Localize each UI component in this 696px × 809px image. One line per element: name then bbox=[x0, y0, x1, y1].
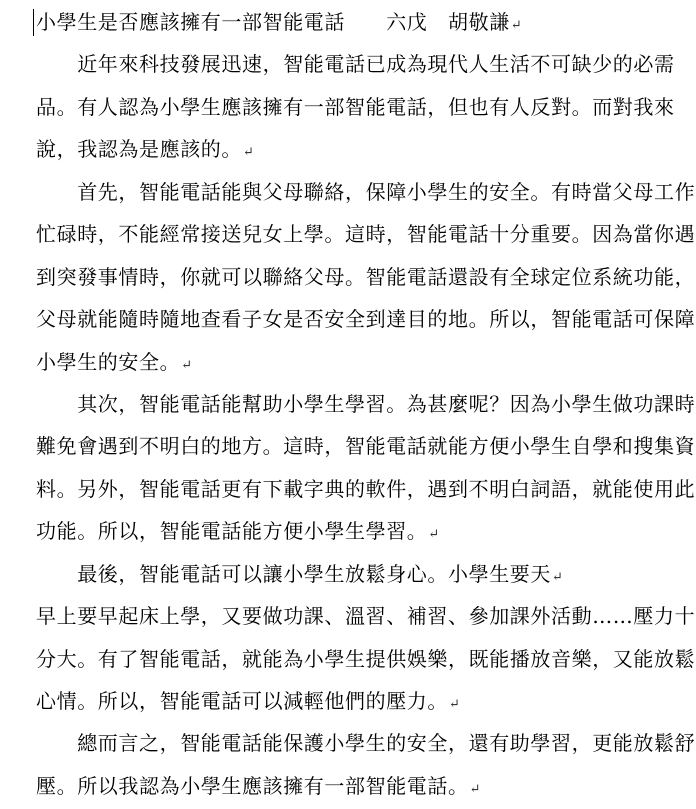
line-text: 品。有人認為小學生應該擁有一部智能電話，但也有人反對。而對我來 bbox=[36, 94, 675, 119]
line-text: 料。另外，智能電話更有下載字典的軟件，遇到不明白詞語，就能使用此 bbox=[36, 476, 696, 501]
line-text: 心情。所以，智能電話可以減輕他們的壓力。 bbox=[36, 689, 448, 713]
paragraph-mark: ↵ bbox=[469, 781, 481, 797]
line-text: 到突發事情時，你就可以聯絡父母。智能電話還設有全球定位系統功能， bbox=[36, 264, 696, 289]
line-text: 早上要早起床上學，又要做功課、溫習、補習、參加課外活動……壓力十 bbox=[36, 604, 696, 629]
text-line[interactable] bbox=[36, 468, 696, 510]
text-line[interactable] bbox=[36, 128, 688, 170]
text-line[interactable] bbox=[36, 680, 688, 722]
text-line[interactable] bbox=[36, 298, 696, 340]
text-line[interactable] bbox=[36, 86, 688, 128]
paragraph-mark: ↵ bbox=[181, 357, 193, 373]
text-cursor bbox=[33, 9, 34, 36]
line-text: 壓。所以我認為小學生應該擁有一部智能電話。 bbox=[36, 773, 469, 798]
line-text: 總而言之，智能電話能保護小學生的安全，還有助學習，更能放鬆舒 bbox=[36, 731, 696, 756]
text-line[interactable] bbox=[36, 510, 688, 552]
line-text: 小學生的安全。 bbox=[36, 349, 181, 374]
paragraph-mark: ↵ bbox=[510, 18, 522, 33]
line-text: 近年來科技發展迅速，智能電話已成為現代人生活不可缺少的必需 bbox=[36, 52, 675, 77]
text-line[interactable] bbox=[36, 722, 696, 764]
text-line[interactable] bbox=[36, 43, 688, 85]
title-text: 小學生是否應該擁有一部智能電話 六戊 胡敬謙 bbox=[36, 10, 510, 34]
line-text: 父母就能隨時隨地查看子女是否安全到達目的地。所以，智能電話可保障 bbox=[36, 307, 696, 332]
text-line[interactable] bbox=[36, 765, 688, 807]
line-text: 難免會遇到不明白的地方。這時，智能電話就能方便小學生自學和搜集資 bbox=[36, 434, 696, 459]
line-text: 首先，智能電話能與父母聯絡，保障小學生的安全。有時當父母工作 bbox=[36, 179, 696, 204]
paragraph-mark: ↵ bbox=[428, 527, 440, 543]
text-line[interactable] bbox=[36, 256, 696, 298]
text-line[interactable] bbox=[36, 383, 696, 425]
text-line[interactable] bbox=[36, 341, 688, 383]
paragraph-mark: ↵ bbox=[449, 697, 460, 712]
line-text: 功能。所以，智能電話能方便小學生學習。 bbox=[36, 519, 428, 544]
line-text: 說，我認為是應該的。 bbox=[36, 137, 242, 162]
paragraph-mark: ↵ bbox=[243, 145, 254, 161]
line-text: 最後，智能電話可以讓小學生放鬆身心。小學生要天 bbox=[36, 561, 551, 586]
text-line[interactable] bbox=[36, 213, 696, 255]
line-break-mark: ↵ bbox=[552, 569, 563, 585]
line-text: 忙碌時，不能經常接送兒女上學。這時，智能電話十分重要。因為當你遇 bbox=[36, 222, 696, 247]
text-line[interactable] bbox=[36, 171, 696, 213]
text-line[interactable] bbox=[36, 595, 696, 637]
text-line[interactable] bbox=[36, 425, 696, 467]
text-line[interactable] bbox=[36, 553, 688, 595]
line-text: 其次，智能電話能幫助小學生學習。為甚麼呢？因為小學生做功課時 bbox=[36, 391, 696, 416]
title-line[interactable] bbox=[36, 1, 688, 43]
line-text: 分大。有了智能電話，就能為小學生提供娛樂，既能播放音樂，又能放鬆 bbox=[36, 646, 696, 671]
text-line[interactable] bbox=[36, 638, 696, 680]
